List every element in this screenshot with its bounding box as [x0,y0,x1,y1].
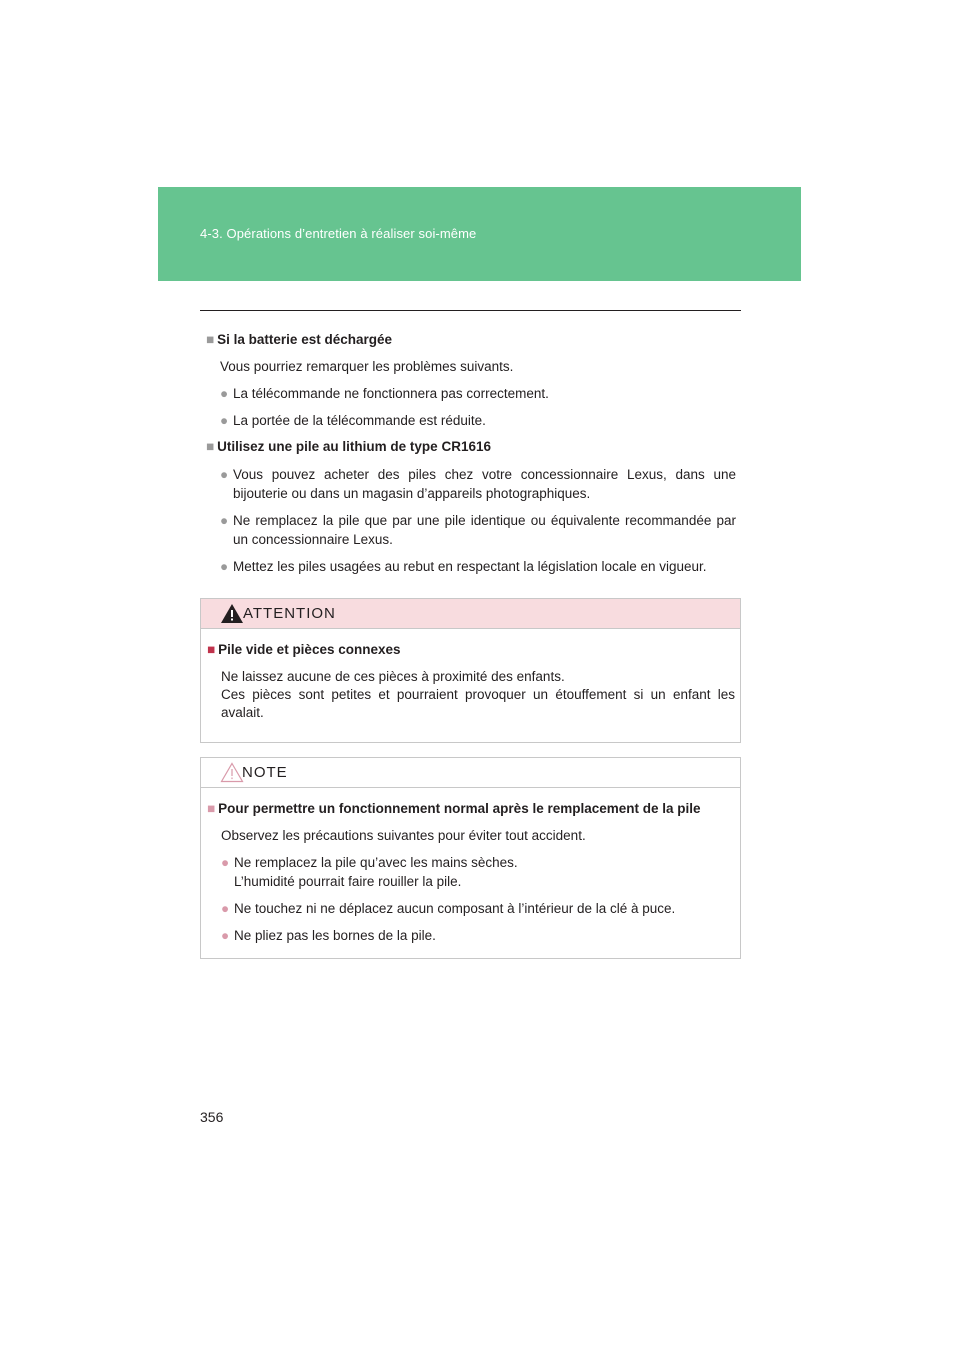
circle-bullet-icon: ● [220,513,229,528]
attention-header [201,599,740,629]
note-body [207,800,735,953]
battery-heading: ■ Si la batterie est déchargée [206,332,392,347]
note-heading: ■ Pour permettre un fonctionnement normal après le remplacement de la pile [207,801,701,816]
attention-label: ATTENTION [243,605,336,622]
lithium-heading: ■ Utilisez une pile au lithium de type CR1616 [206,439,491,454]
note-header [201,758,740,788]
page-number: 356 [200,1109,224,1125]
circle-bullet-icon: ● [220,467,229,482]
warning-triangle-outline-icon [220,762,244,783]
warning-triangle-filled-icon [220,603,244,624]
list-item: ● La télécommande ne fonctionnera pas correctement. [220,386,549,401]
list-item: ● La portée de la télécommande est réduite. [220,413,486,428]
battery-intro: Vous pourriez remarquer les problèmes suivants. [220,359,514,374]
list-item: ● Vous pouvez acheter des piles chez votre concessionnaire Lexus, dans une bijouterie ou dans un magasin d’appareils photographiques. [220,467,736,501]
circle-bullet-icon: ● [221,928,230,943]
circle-bullet-icon: ● [220,413,229,428]
list-item: ● Ne pliez pas les bornes de la pile. [221,928,436,943]
attention-body [207,641,735,722]
square-marker-icon: ■ [206,439,215,454]
attention-box [200,598,741,743]
square-marker-icon: ■ [206,332,215,347]
list-item: ● Ne remplacez la pile qu’avec les mains sèches. L’humidité pourrait faire rouiller la pile. [221,855,518,889]
list-item: ● Ne touchez ni ne déplacez aucun composant à l’intérieur de la clé à puce. [221,901,676,916]
attention-line: Ne laissez aucune de ces pièces à proximité des enfants. [221,669,565,684]
note-box [200,757,741,959]
attention-line: Ces pièces sont petites et pourraient provoquer un étouffement si un enfant les avalait. [221,687,735,720]
list-item: ● Mettez les piles usagées au rebut en respectant la législation locale en vigueur. [220,559,707,574]
main-content [206,331,736,584]
circle-bullet-icon: ● [220,386,229,401]
divider [200,310,741,311]
attention-text [221,668,735,722]
circle-bullet-icon: ● [220,559,229,574]
note-label: NOTE [242,764,288,781]
attention-heading: ■ Pile vide et pièces connexes [207,642,401,657]
circle-bullet-icon: ● [221,901,230,916]
circle-bullet-icon: ● [221,855,230,870]
section-header [158,187,801,281]
square-marker-icon: ■ [207,801,216,816]
note-intro: Observez les précautions suivantes pour éviter tout accident. [221,828,586,843]
list-item: ● Ne remplacez la pile que par une pile identique ou équivalente recommandée par un concessionnaire Lexus. [220,513,736,547]
square-marker-icon: ■ [207,642,216,657]
section-title: 4-3. Opérations d’entretien à réaliser soi-même [200,226,477,241]
